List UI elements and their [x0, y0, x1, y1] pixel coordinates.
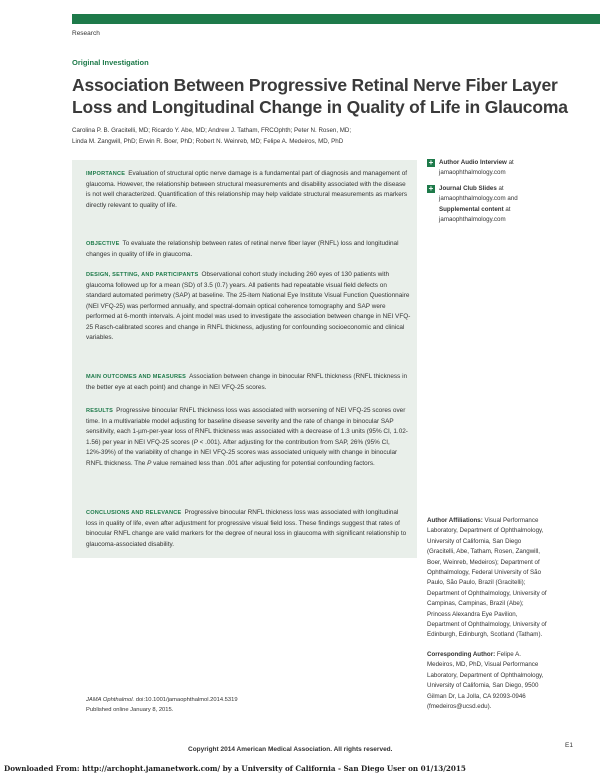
outcomes-heading: MAIN OUTCOMES AND MEASURES [86, 374, 187, 380]
supplement-rest: at jamaophthalmology.com [439, 205, 511, 224]
journal-club-link[interactable] [427, 184, 552, 224]
section-label: Research [72, 30, 100, 37]
slides-text [439, 184, 551, 226]
doi[interactable]: doi:10.1001/jamaophthalmol.2014.5319 [134, 697, 238, 703]
slides-mid: at jamaophthalmology.com and [439, 185, 518, 203]
download-notice: Downloaded From: http://archopht.jamanetwork.com/ by a University of California - San Diego User on 01/13/2015 [4, 764, 466, 773]
page-number: E1 [565, 742, 573, 749]
citation [86, 696, 238, 715]
copyright: Copyright 2014 American Medical Association. All rights reserved. [188, 746, 393, 753]
authors-line-1: Carolina P. B. Gracitelli, MD; Ricardo Y. Abe, MD; Andrew J. Tatham, FRCOphth; Peter N. Rosen, MD; [72, 127, 352, 134]
corresponding-author [427, 650, 547, 712]
abstract-panel [72, 160, 417, 558]
results-text-a: Progressive binocular RNFL thickness loss was associated with worsening of NEI VFQ-25 scores over time. In a multivariable model adjusting for baseline disease severity and the rate of change in binocular SAP sensitivity, each 1-µm-per-year loss of RNFL thickness was associated with a decrease of 1.3 units (95% CI, 1.02-1.56) per year in NEI VFQ-25 scores ( [86, 407, 408, 446]
plus-icon: + [428, 158, 434, 167]
slides-label: Journal Club Slides [439, 185, 497, 192]
conclusions-text: Progressive binocular RNFL thickness loss was associated with longitudinal loss in quality of life, even after adjustment for progressive visual field loss. These findings suggest that rates of binocular RNFL change are valid markers for the degree of neural loss in glaucoma with significant relationship to glaucoma-associated disability. [86, 509, 407, 548]
supplement-label: Supplemental content [439, 205, 504, 213]
results-p: P [193, 438, 198, 446]
corresponding-label: Corresponding Author: [427, 651, 496, 658]
abstract-results [86, 406, 411, 469]
abstract-conclusions [86, 508, 411, 550]
article-type: Original Investigation [72, 58, 149, 67]
results-text-b: < .001). After adjusting for the contribution from SAP, 26% (95% CI, 12%-39%) of the variability of change in NEI VFQ-25 scores was associated uniquely with change in binocular RNFL thickness. The [86, 438, 398, 467]
audio-text [439, 158, 551, 179]
published-date: Published online January 8, 2015. [86, 706, 174, 713]
results-heading: RESULTS [86, 408, 114, 414]
importance-heading: IMPORTANCE [86, 171, 126, 177]
design-text: Observational cohort study including 260 eyes of 130 patients with glaucoma followed up for a mean (SD) of 3.5 (0.7) years. All patients had repeatable visual field defects on standard automated perimetry (SAP) at baseline. The 25-item National Eye Institute Visual Function Questionnaire (NEI VFQ-25) was performed annually, and spectral-domain optical coherence tomography and SAP were performed at 6-month intervals. A joint model was used to investigate the association between change in NEI VFQ-25 Rasch-calibrated scores and change in RNFL thickness, adjusting for confounding socioeconomic and clinical variables. [86, 271, 411, 341]
results-p2: P [147, 459, 152, 467]
outcomes-text: Association between change in binocular RNFL thickness (RNFL thickness in the better eye at each point) and change in NEI VFQ-25 scores. [86, 373, 408, 391]
importance-text: Evaluation of structural optic nerve damage is a fundamental part of diagnosis and management of glaucoma. However, the relationship between structural measurements and disability associated with the disease is not well characterized. Quantification of this relationship may help validate structural measurements as markers directly relevant to quality of life. [86, 170, 408, 209]
abstract-objective [86, 239, 411, 260]
author-list [72, 126, 402, 147]
journal-header-bar [72, 14, 600, 24]
audio-interview-link[interactable] [427, 158, 552, 177]
audio-rest: at jamaophthalmology.com [439, 159, 514, 177]
audio-label: Author Audio Interview [439, 159, 507, 166]
objective-heading: OBJECTIVE [86, 241, 120, 247]
results-text-c: value remained less than .001 after adjusting for potential confounding factors. [151, 459, 375, 467]
article-title [72, 74, 572, 118]
corresponding-text: Felipe A. Medeiros, MD, PhD, Visual Performance Laboratory, Department of Ophthalmology, University of California, San Diego, 9500 Gilman Dr, La Jolla, CA 92093-0946 (fmedeiros@ucsd.edu). [427, 651, 544, 711]
plus-icon: + [428, 184, 434, 193]
affiliations-text: Visual Performance Laboratory, Department of Ophthalmology, University of California, San Diego (Gracitelli, Abe, Tatham, Rosen, Zangwill, Boer, Weinreb, Medeiros); Department of Ophthalmology, Federal University of São Paulo, São Paulo, Brazil (Gracitelli); Department of Ophthalmology, University of Campinas, Campinas, Brazil (Abe); Princess Alexandra Eye Pavilion, Department of Ophthalmology, University of Edinburgh, Edinburgh, Scotland (Tatham). [427, 517, 547, 639]
objective-text: To evaluate the relationship between rates of retinal nerve fiber layer (RNFL) loss and longitudinal changes in quality of life in glaucoma. [86, 240, 399, 258]
journal-name: JAMA Ophthalmol. [86, 697, 135, 703]
abstract-outcomes [86, 372, 411, 393]
affiliations-label: Author Affiliations: [427, 517, 483, 524]
conclusions-heading: CONCLUSIONS AND RELEVANCE [86, 510, 182, 516]
author-affiliations [427, 516, 547, 641]
title-line-2: Loss and Longitudinal Change in Quality of Life in Glaucoma [72, 97, 568, 117]
abstract-importance [86, 169, 411, 211]
authors-line-2: Linda M. Zangwill, PhD; Erwin R. Boer, PhD; Robert N. Weinreb, MD; Felipe A. Medeiros, MD, PhD [72, 137, 344, 145]
design-heading: DESIGN, SETTING, AND PARTICIPANTS [86, 272, 199, 278]
abstract-design [86, 270, 411, 344]
title-line-1: Association Between Progressive Retinal Nerve Fiber Layer [72, 75, 558, 95]
